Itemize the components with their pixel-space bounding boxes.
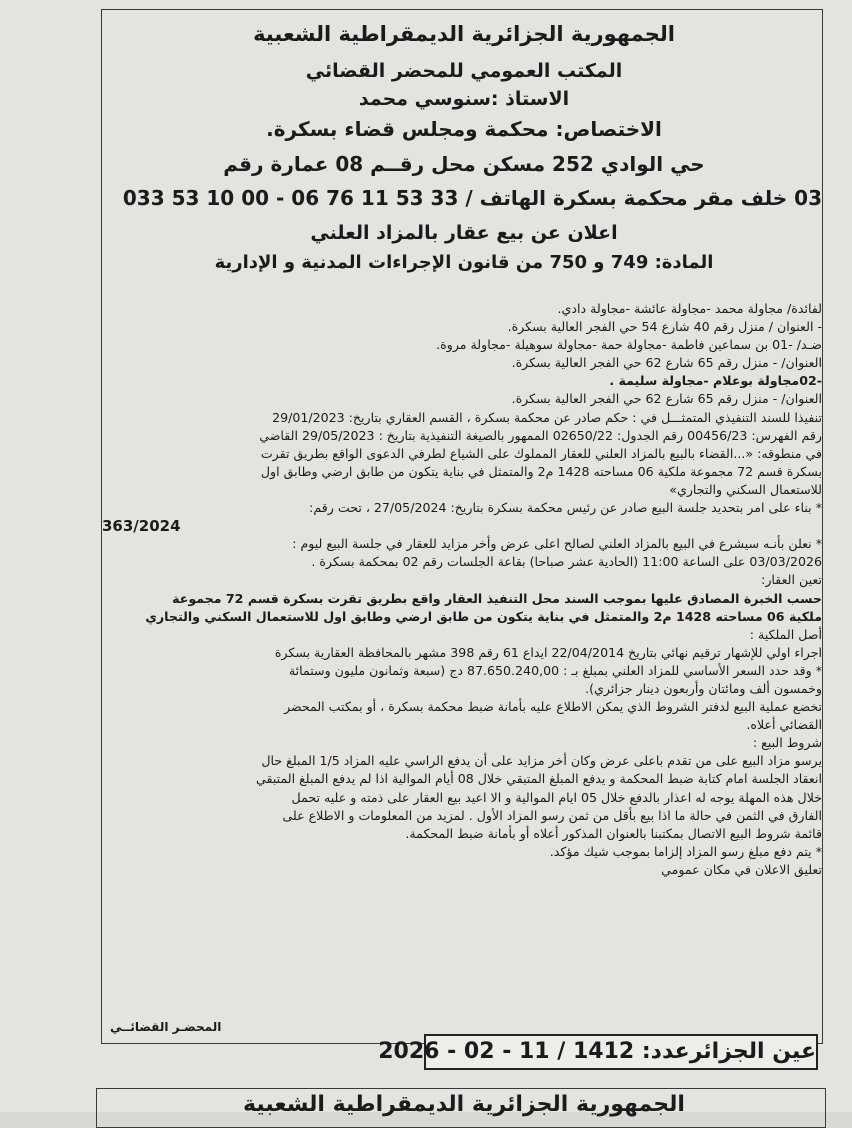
announcement-title: اعلان عن بيع عقار بالمزاد العلني [310, 222, 618, 244]
address-line-2: 03 خلف مقر محكمة بسكرة الهاتف / 33 53 11 76 06 - 00 10 53 033 [122, 186, 822, 210]
jurisdiction: الاختصاص: محكمة ومجلس قضاء بسكرة. [266, 117, 662, 141]
execution-line-3: في منطوقه: «...القضاء بالبيع بالمزاد العلني للعقار المملوك على الشياع لطرفي الدعوى الواقع بطريق تقرت [260, 445, 822, 461]
notice-line-1: * نعلن بأنـه سيشرع في البيع بالمزاد العلني لصالح اعلى عرض وأخر مزايد للعقار في جلسة البيع ليوم : [292, 536, 822, 552]
terms-line-3: خلال هذه المهلة يوجه له اعذار بالدفع خلال 05 ايام الموالية و الا اعيد بيع العقار على ذمته و عليه تحمل [291, 789, 822, 805]
execution-line-5: للاستعمال السكني والتجاري» [669, 481, 822, 497]
property-heading: تعين العقار: [761, 572, 822, 588]
officer-name: الاستاذ :سنوسي محمد [358, 88, 570, 110]
publication-box: عين الجزائرعدد: 1412 / 11 - 02 - 2026 [424, 1034, 818, 1070]
second-party: -02مجاولة بوعلام -مجاولة سليمة . [609, 373, 822, 389]
price-line-1: * وقد حدد السعر الأساسي للمزاد العلني بمبلغ بـ : 87.650.240,00 دج (سبعة وثمانون مليون وستمائة [288, 662, 822, 678]
origin-line: اجراء اولي للإشهار ترقيم نهائي بتاريخ 22/04/2014 ايداع 61 رقم 398 مشهر بالمحافظة العقارية بسكرة [274, 644, 822, 660]
origin-heading: أصل الملكية : [749, 626, 822, 642]
terms-line-7: تعليق الاعلان في مكان عمومي [661, 861, 822, 877]
order-number: 363/2024 [102, 517, 181, 536]
notice-line-2: 03/03/2026 على الساعة 11:00 (الحادية عشر صباحا) بقاعة الجلسات رقم 02 بمحكمة بسكرة . [311, 554, 822, 570]
terms-line-2: انعقاد الجلسة امام كتابة ضبط المحكمة و يدفع المبلغ المتبقي خلال 08 أيام الموالية اذا لم يدفع المبلغ المتبقي [256, 771, 822, 787]
address-line-1: حي الوادي 252 مسكن محل رقــم 08 عمارة رقم [223, 152, 705, 176]
price-line-2: وخمسون ألف ومائتان وأربعون دينار جزائري). [585, 680, 822, 696]
against-address: العنوان/ - منزل رقم 65 شارع 62 حي الفجر العالية بسكرة. [511, 355, 822, 371]
execution-line-1: تنفيذا للسند التنفيذي المتمثـــل في : حكم صادر عن محكمة بسكرة ، القسم العقاري بتاريخ: 29/01/2023 [272, 409, 822, 425]
republic-title: الجمهورية الجزائرية الديمقراطية الشعبية [253, 22, 675, 46]
property-line-2: ملكية 06 مساحته 1428 م2 والمتمثل في بناية يتكون من طابق ارضي وطابق اول للاستعمال السكني والتجاري [145, 608, 822, 624]
legal-articles: المادة: 749 و 750 من قانون الإجراءات المدنية و الإدارية [214, 252, 714, 273]
terms-line-5: قائمة شروط البيع الاتصال بمكتبنا بالعنوان المذكور أعلاه أو بأمانة ضبط المحكمة. [405, 825, 822, 841]
terms-line-1: يرسو مزاد البيع على من تقدم باعلى عرض وكان أخر مزايد على أن يدفع الراسي عليه المزاد 1/5 المبلغ حال [261, 753, 822, 769]
beneficiary-address: - العنوان / منزل رقم 40 شارع 54 حي الفجر العالية بسكرة. [507, 319, 822, 335]
property-line-1: حسب الخبرة المصادق عليها بموجب السند محل التنفيذ العقار واقع بطريق تقرت بسكرة قسم 72 مجموعة [172, 590, 822, 606]
conditions-line-2: القضائي أعلاه. [746, 717, 822, 733]
second-party-address: العنوان/ - منزل رقم 65 شارع 62 حي الفجر العالية بسكرة. [511, 391, 822, 407]
sale-terms-heading: شروط البيع : [752, 735, 822, 751]
order-line-1: * بناء على امر بتحديد جلسة البيع صادر عن رئيس محكمة بسكرة بتاريخ: 27/05/2024 ، تحت رقم: [309, 500, 822, 516]
next-notice-title: الجمهورية الجزائرية الديمقراطية الشعبية [243, 1092, 685, 1117]
execution-line-2: رقم الفهرس: 00456/23 رقم الجدول: 02650/22 الممهور بالصيغة التنفيذية بتاريخ : 29/05/2023 القاضي [259, 427, 822, 443]
office-title: المكتب العمومي للمحضر القضائي [305, 60, 623, 82]
against-party: ضـد/ -01 بن سماعين فاطمة -مجاولة حمة -مجاولة سوهيلة -مجاولة مروة. [436, 337, 822, 353]
execution-line-4: بسكرة قسم 72 مجموعة ملكية 06 مساحته 1428 م2 والمتمثل في بناية يتكون من طابق ارضي وطابق اول [260, 463, 822, 479]
terms-line-6: * يتم دفع مبلغ رسو المزاد إلزاما بموجب شيك مؤكد. [549, 843, 822, 859]
conditions-line-1: تخضع عملية البيع لدفتر الشروط الذي يمكن الاطلاع عليه بأمانة ضبط محكمة بسكرة ، أو بمكتب المحضر [284, 699, 822, 715]
signature: المحضـر القضائــي [110, 1020, 222, 1034]
beneficiary: لفائدة/ مجاولة محمد -مجاولة عائشة -مجاولة دادي. [557, 301, 822, 316]
notice-body [102, 300, 822, 879]
terms-line-4: الفارق في الثمن في حالة ما اذا بيع بأقل من ثمن رسو المزاد الأول . لمزيد من المعلومات و الاطلاع على [282, 807, 822, 823]
